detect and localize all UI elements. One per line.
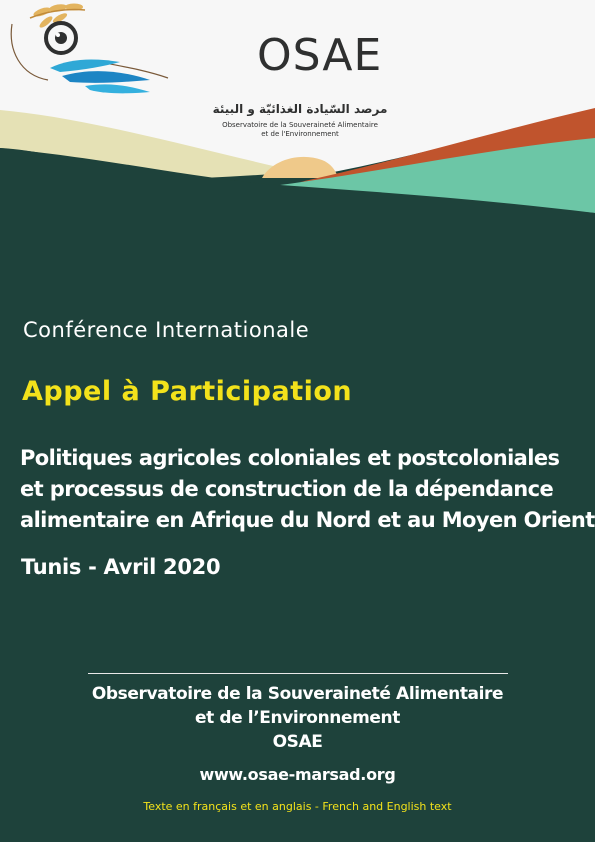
organizer-block — [0, 682, 595, 754]
divider — [88, 673, 508, 674]
conference-title-line: alimentaire en Afrique du Nord et au Moyen Orient — [20, 508, 595, 532]
osae-logo-graphic — [0, 0, 175, 130]
logo-subtitle-line2: et de l'Environnement — [261, 130, 339, 138]
logo-arabic-name: مرصد السّيادة الغذائيّة و البيئة — [212, 102, 388, 116]
conference-title — [20, 443, 595, 536]
logo-subtitle — [200, 121, 400, 139]
conference-label: Conférence Internationale — [23, 318, 310, 342]
organizer-acronym: OSAE — [272, 732, 323, 752]
website-link[interactable]: www.osae-marsad.org — [199, 765, 396, 784]
logo-wordmark: OSAE — [257, 30, 383, 81]
place-date: Tunis - Avril 2020 — [21, 555, 221, 579]
header-banner — [0, 0, 595, 215]
conference-title-line: et processus de construction de la dépendance — [20, 477, 554, 501]
organizer-name-line1: Observatoire de la Souveraineté Alimentaire — [91, 684, 504, 704]
conference-title-line: Politiques agricoles coloniales et postcoloniales — [20, 446, 560, 470]
organizer-name-line2: et de l’Environnement — [195, 708, 400, 728]
language-note: Texte en français et en anglais - French and English text — [143, 800, 452, 813]
call-for-participation: Appel à Participation — [22, 376, 353, 407]
logo-subtitle-line1: Observatoire de la Souveraineté Alimentaire — [222, 121, 378, 129]
